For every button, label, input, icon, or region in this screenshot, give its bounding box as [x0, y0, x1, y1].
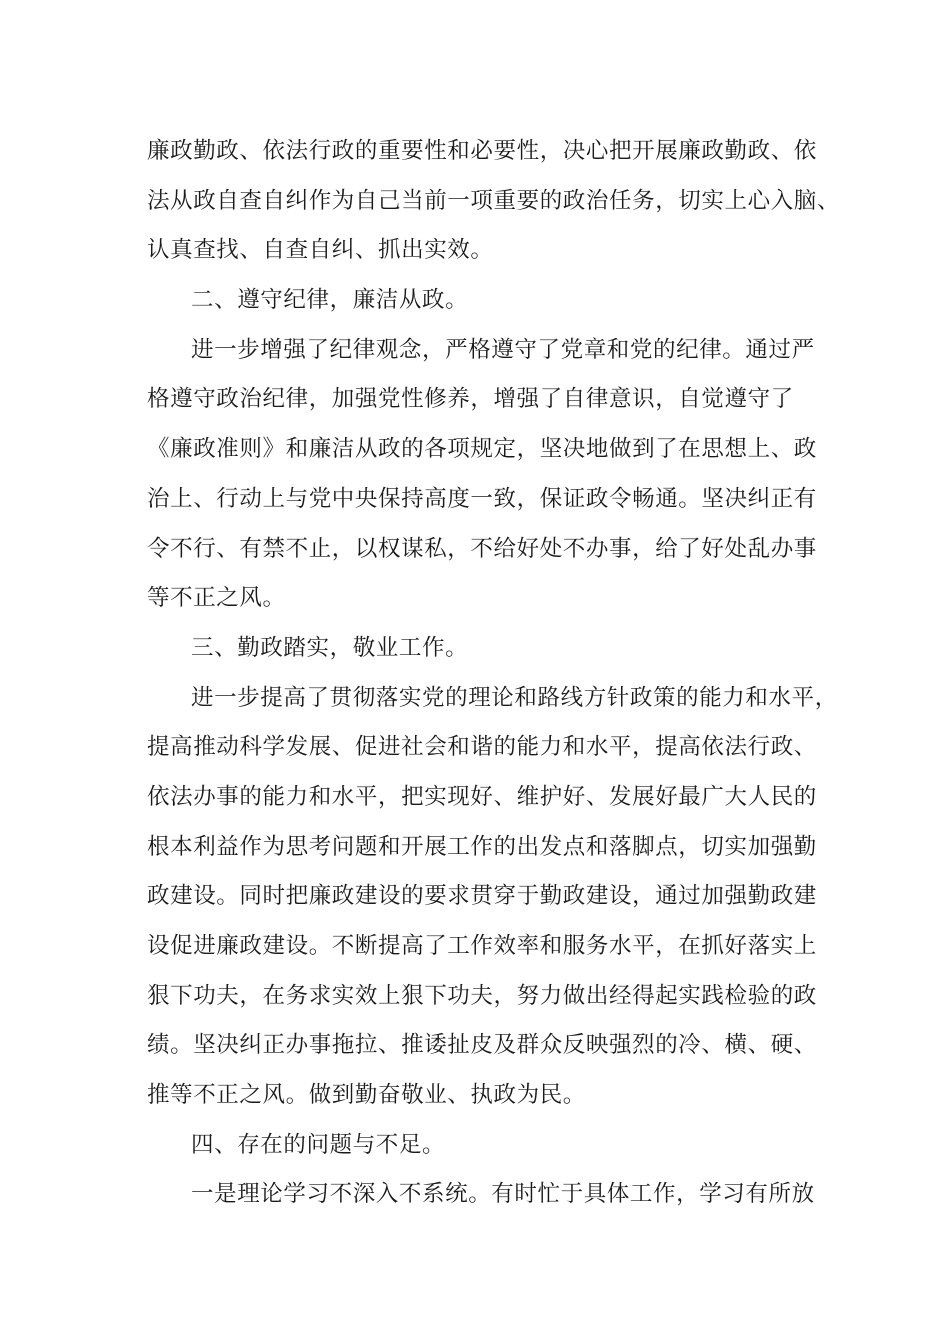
- text-line: 廉政勤政、依法行政的重要性和必要性，决心把开展廉政勤政、依: [147, 138, 817, 164]
- text-line: 治上、行动上与党中央保持高度一致，保证政令畅通。坚决纠正有: [147, 485, 817, 512]
- text-line: 令不行、有禁不止，以权谋私，不给好处不办事，给了好处乱办事: [147, 535, 817, 562]
- text-line: 政建设。同时把廉政建设的要求贯穿于勤政建设，通过加强勤政建: [147, 883, 817, 910]
- paragraph-first-line: 进一步提高了贯彻落实党的理论和路线方针政策的能力和水平，: [191, 684, 838, 711]
- text-line: 设促进廉政建设。不断提高了工作效率和服务水平，在抓好落实上: [147, 933, 817, 959]
- text-line: 依法办事的能力和水平，把实现好、维护好、发展好最广大人民的: [147, 783, 817, 810]
- section-heading: 四、存在的问题与不足。: [191, 1131, 446, 1158]
- section-heading: 二、遵守纪律，廉洁从政。: [191, 287, 469, 314]
- text-line: 法从政自查自纠作为自己当前一项重要的政治任务，切实上心入脑、: [147, 187, 841, 214]
- text-line: 推等不正之风。做到勤奋敬业、执政为民。: [147, 1082, 586, 1109]
- text-line: 绩。坚决纠正办事拖拉、推诿扯皮及群众反映强烈的冷、横、硬、: [147, 1032, 817, 1059]
- text-line: 格遵守政治纪律，加强党性修养，增强了自律意识，自觉遵守了: [147, 386, 794, 413]
- paragraph-first-line: 进一步增强了纪律观念，严格遵守了党章和党的纪律。通过严: [191, 336, 815, 363]
- text-line: 等不正之风。: [147, 585, 286, 612]
- text-line: 认真查找、自查自纠、抓出实效。: [147, 237, 494, 264]
- section-heading: 三、勤政踏实，敬业工作。: [191, 634, 469, 661]
- text-line: 根本利益作为思考问题和开展工作的出发点和落脚点，切实加强勤: [147, 833, 817, 860]
- text-line: 《廉政准则》和廉洁从政的各项规定，坚决地做到了在思想上、政: [147, 436, 817, 463]
- text-line: 狠下功夫，在务求实效上狠下功夫，努力做出经得起实践检验的政: [147, 982, 817, 1009]
- text-line: 提高推动科学发展、促进社会和谐的能力和水平，提高依法行政、: [147, 734, 817, 761]
- document-body: [147, 127, 841, 1220]
- paragraph-first-line: 一是理论学习不深入不系统。有时忙于具体工作，学习有所放: [191, 1181, 815, 1208]
